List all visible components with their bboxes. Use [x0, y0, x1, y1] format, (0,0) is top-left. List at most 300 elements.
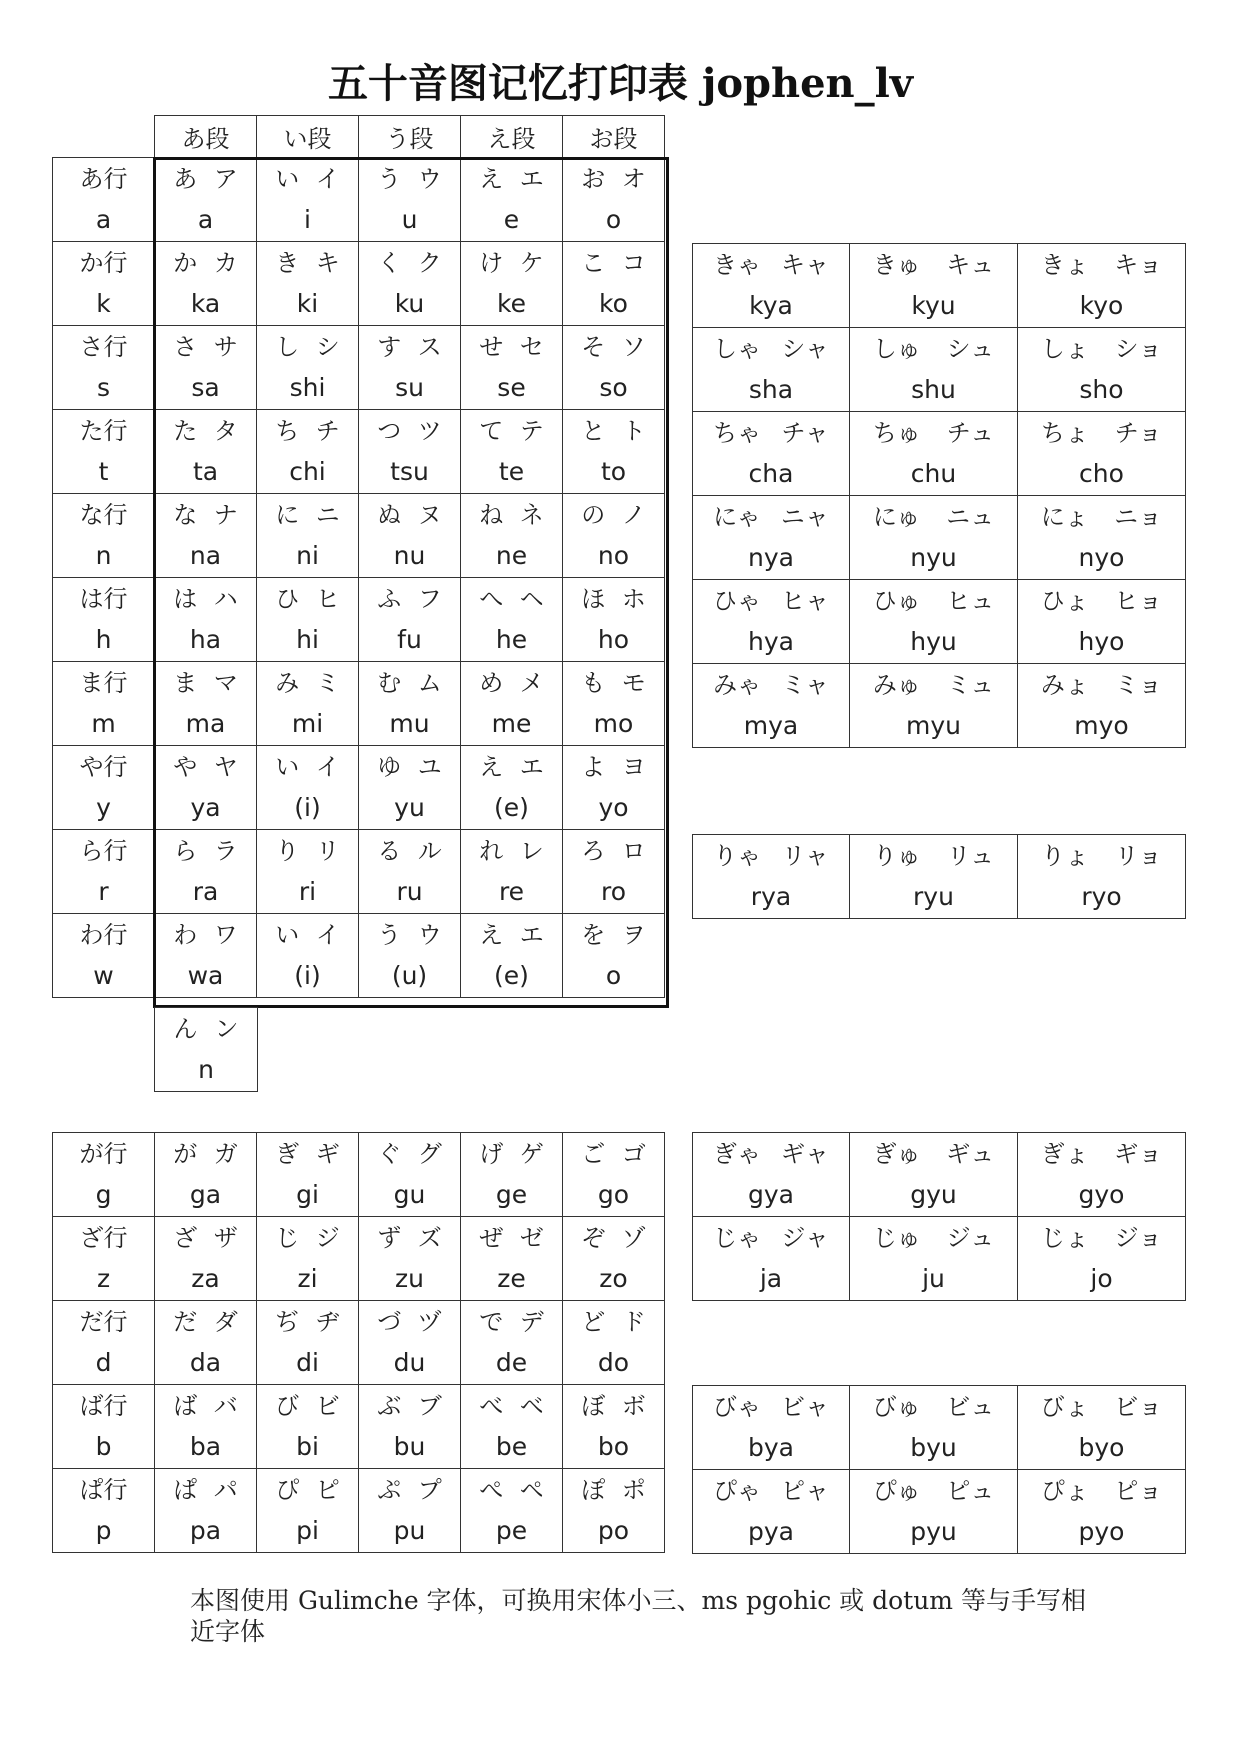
kana-cell	[155, 242, 257, 326]
romaji: (i)	[294, 960, 321, 990]
row-label-kana: や行	[79, 752, 128, 781]
romaji: (i)	[294, 792, 321, 822]
yoon-cell	[850, 1386, 1018, 1470]
row-label-kana: だ行	[79, 1307, 128, 1336]
romaji: no	[597, 540, 630, 570]
yoon-cell	[850, 328, 1018, 412]
hiragana: ぽ	[581, 1475, 606, 1504]
yoon-cell	[1018, 412, 1186, 496]
romaji: yo	[598, 792, 629, 822]
kana-cell	[359, 1301, 461, 1385]
yoon-cell	[693, 664, 850, 748]
romaji: nyo	[1078, 542, 1125, 572]
row-label	[53, 242, 155, 326]
katakana: シュ	[946, 334, 995, 363]
row-label-kana: た行	[79, 416, 128, 445]
table-row	[693, 328, 1186, 412]
hiragana: め	[479, 668, 504, 697]
romaji: hyu	[910, 626, 957, 656]
row-label-kana: ら行	[79, 836, 128, 865]
romaji: mi	[291, 708, 324, 738]
romaji: o	[605, 204, 622, 234]
romaji: zu	[395, 1263, 424, 1293]
kana-cell	[257, 914, 359, 998]
katakana: ヒ	[315, 584, 340, 613]
romaji: se	[497, 372, 526, 402]
table-row	[693, 835, 1186, 919]
hiragana: へ	[479, 584, 504, 613]
romaji: bya	[748, 1432, 794, 1462]
hiragana: ぎゅ	[872, 1139, 921, 1168]
katakana: ツ	[417, 416, 442, 445]
romaji: i	[304, 204, 311, 234]
yoon-cell	[850, 580, 1018, 664]
katakana: キュ	[946, 250, 995, 279]
kana-cell	[155, 1469, 257, 1553]
romaji: bo	[597, 1431, 630, 1461]
katakana: キョ	[1114, 250, 1163, 279]
kana-cell	[257, 578, 359, 662]
kana-cell	[155, 1385, 257, 1469]
katakana: ポ	[621, 1475, 646, 1504]
katakana: シャ	[781, 334, 829, 363]
romaji: za	[191, 1263, 220, 1293]
katakana: ム	[417, 668, 442, 697]
hiragana: ひょ	[1040, 586, 1089, 615]
yoon-cell	[1018, 1470, 1186, 1554]
row-label	[53, 158, 155, 242]
katakana: ウ	[417, 920, 442, 949]
hiragana: みゃ	[713, 670, 762, 699]
hiragana: ぴゃ	[713, 1476, 761, 1505]
hiragana: さ	[173, 332, 198, 361]
hiragana: う	[377, 920, 402, 949]
hiragana: ほ	[581, 584, 606, 613]
yoon-cell	[850, 496, 1018, 580]
kana-cell	[257, 1133, 359, 1217]
row-label	[53, 1301, 155, 1385]
yoon-table-voiced-bp	[692, 1385, 1186, 1554]
romaji: ne	[495, 540, 528, 570]
kana-cell	[257, 1469, 359, 1553]
row-label	[53, 1469, 155, 1553]
table-row	[53, 1217, 665, 1301]
hiragana: ちょ	[1040, 418, 1089, 447]
romaji: zi	[297, 1263, 318, 1293]
hiragana: びゃ	[713, 1392, 761, 1421]
hiragana: にゅ	[872, 502, 921, 531]
yoon-cell	[693, 496, 850, 580]
katakana: メ	[519, 668, 544, 697]
katakana: ショ	[1114, 334, 1163, 363]
hiragana: ぴゅ	[872, 1476, 921, 1505]
romaji: nya	[748, 542, 794, 572]
kana-cell	[461, 1217, 563, 1301]
kana-cell	[359, 410, 461, 494]
katakana: ミョ	[1114, 670, 1163, 699]
hiragana: ぶ	[377, 1391, 402, 1420]
romaji: hi	[296, 624, 319, 654]
hiragana: い	[275, 920, 300, 949]
romaji: ho	[597, 624, 630, 654]
romaji: ro	[600, 876, 627, 906]
hiragana: びょ	[1040, 1392, 1089, 1421]
romaji: so	[599, 372, 628, 402]
table-row	[53, 1469, 665, 1553]
katakana: モ	[621, 668, 646, 697]
column-header: お段	[563, 116, 665, 158]
katakana: ル	[417, 836, 442, 865]
katakana: ト	[621, 416, 646, 445]
hiragana: こ	[581, 248, 606, 277]
kana-cell	[359, 1217, 461, 1301]
katakana: グ	[417, 1139, 442, 1168]
romaji: sa	[191, 372, 220, 402]
hiragana: じゅ	[872, 1223, 921, 1252]
katakana: ヒョ	[1114, 586, 1163, 615]
column-header: え段	[461, 116, 563, 158]
romaji: me	[491, 708, 532, 738]
row-label-roma: t	[98, 456, 109, 486]
katakana: ギョ	[1114, 1139, 1163, 1168]
row-label	[53, 662, 155, 746]
romaji: mu	[389, 708, 430, 738]
hiragana: じょ	[1040, 1223, 1089, 1252]
hiragana: や	[173, 752, 198, 781]
katakana: ヤ	[213, 752, 238, 781]
table-row	[53, 1133, 665, 1217]
hiragana: べ	[479, 1391, 504, 1420]
kana-cell	[563, 326, 665, 410]
row-label	[53, 914, 155, 998]
kana-cell	[257, 158, 359, 242]
table-row	[53, 1301, 665, 1385]
romaji: wa	[187, 960, 224, 990]
hiragana: ぎょ	[1040, 1139, 1089, 1168]
kana-cell	[257, 830, 359, 914]
hiragana: ば	[173, 1391, 198, 1420]
kana-cell	[359, 578, 461, 662]
romaji: kya	[749, 290, 793, 320]
katakana: サ	[213, 332, 238, 361]
yoon-cell	[850, 244, 1018, 328]
romaji: kyo	[1079, 290, 1124, 320]
katakana: ヂ	[315, 1307, 340, 1336]
romaji: pe	[495, 1515, 528, 1545]
hiragana: ぴ	[275, 1475, 300, 1504]
kana-cell	[563, 1217, 665, 1301]
hiragana: きゅ	[872, 250, 921, 279]
kana-cell	[563, 410, 665, 494]
row-label	[53, 1217, 155, 1301]
katakana: カ	[213, 248, 238, 277]
kana-cell	[461, 1385, 563, 1469]
yoon-cell	[693, 1133, 850, 1217]
kana-cell-n	[155, 1008, 258, 1092]
katakana: ロ	[621, 836, 646, 865]
romaji: fu	[397, 624, 422, 654]
katakana: ボ	[621, 1391, 646, 1420]
row-label-roma: g	[95, 1179, 112, 1209]
row-label-roma: z	[96, 1263, 111, 1293]
kana-cell	[563, 746, 665, 830]
row-label	[53, 326, 155, 410]
hiragana: る	[377, 836, 402, 865]
hiragana: よ	[581, 752, 606, 781]
romaji: ha	[189, 624, 222, 654]
hiragana: ん	[173, 1014, 198, 1043]
table-row	[693, 1217, 1186, 1301]
kana-cell	[155, 662, 257, 746]
yoon-cell	[1018, 835, 1186, 919]
romaji: cha	[748, 458, 794, 488]
romaji: nyu	[910, 542, 957, 572]
row-label-kana: あ行	[79, 164, 128, 193]
katakana: ソ	[621, 332, 646, 361]
hiragana: しょ	[1040, 334, 1089, 363]
katakana: ニュ	[946, 502, 995, 531]
kana-cell	[359, 1385, 461, 1469]
katakana: イ	[315, 752, 340, 781]
katakana: ラ	[213, 836, 238, 865]
katakana: ン	[214, 1014, 239, 1043]
romaji: n	[198, 1054, 214, 1084]
romaji: ma	[185, 708, 226, 738]
hiragana: く	[377, 248, 402, 277]
romaji: chu	[910, 458, 957, 488]
kana-cell	[257, 410, 359, 494]
hiragana: て	[479, 416, 504, 445]
hiragana: な	[173, 500, 198, 529]
hiragana: す	[377, 332, 402, 361]
katakana: ジョ	[1114, 1223, 1163, 1252]
romaji: (u)	[391, 960, 428, 990]
row-label-roma: p	[95, 1515, 112, 1545]
hiragana: も	[581, 668, 606, 697]
kana-cell	[155, 494, 257, 578]
kana-cell	[155, 830, 257, 914]
kana-cell	[563, 158, 665, 242]
romaji: ni	[296, 540, 319, 570]
row-label-kana: わ行	[79, 920, 128, 949]
romaji: myu	[906, 710, 961, 740]
hiragana: し	[275, 332, 300, 361]
page-title: 五十音图记忆打印表 jophen_lv	[327, 60, 914, 107]
romaji: re	[498, 876, 525, 906]
katakana: ニョ	[1114, 502, 1163, 531]
hiragana: きゃ	[713, 250, 761, 279]
katakana: ブ	[417, 1391, 442, 1420]
kana-cell	[461, 158, 563, 242]
row-label-roma: h	[95, 624, 112, 654]
katakana: バ	[213, 1391, 238, 1420]
kana-cell	[359, 242, 461, 326]
katakana: イ	[315, 164, 340, 193]
katakana: ガ	[213, 1139, 238, 1168]
row-label-kana: ぱ行	[79, 1475, 128, 1504]
hiragana: ね	[479, 500, 504, 529]
hiragana: け	[479, 248, 504, 277]
romaji: ryu	[913, 881, 954, 911]
kana-cell	[257, 1217, 359, 1301]
hiragana: ら	[173, 836, 198, 865]
yoon-cell	[1018, 496, 1186, 580]
row-label	[53, 1133, 155, 1217]
kana-cell	[257, 662, 359, 746]
yoon-cell	[850, 412, 1018, 496]
table-row	[53, 830, 665, 914]
gojuon-table	[52, 157, 665, 998]
romaji: gya	[748, 1179, 794, 1209]
romaji: mya	[743, 710, 799, 740]
romaji: mo	[593, 708, 634, 738]
table-row	[693, 580, 1186, 664]
katakana: エ	[519, 164, 544, 193]
katakana: ビ	[315, 1391, 340, 1420]
kana-cell	[563, 242, 665, 326]
kana-cell	[257, 1301, 359, 1385]
katakana: レ	[519, 836, 544, 865]
yoon-cell	[850, 1217, 1018, 1301]
hiragana: ぜ	[479, 1223, 504, 1252]
hiragana: ざ	[173, 1223, 198, 1252]
row-label-kana: ま行	[79, 668, 128, 697]
kana-cell	[461, 914, 563, 998]
katakana: ド	[621, 1307, 646, 1336]
kana-cell	[155, 1301, 257, 1385]
kana-cell	[155, 914, 257, 998]
katakana: エ	[519, 752, 544, 781]
katakana: ジャ	[781, 1223, 829, 1252]
romaji: cho	[1079, 458, 1124, 488]
kana-cell	[155, 158, 257, 242]
n-table	[154, 1007, 258, 1092]
katakana: ヒュ	[946, 586, 995, 615]
katakana: ミュ	[946, 670, 995, 699]
row-label-roma: n	[95, 540, 112, 570]
katakana: ネ	[519, 500, 544, 529]
katakana: キャ	[781, 250, 829, 279]
hiragana: ぺ	[479, 1475, 504, 1504]
row-label-roma: w	[93, 960, 114, 990]
hiragana: ぴょ	[1040, 1476, 1089, 1505]
kana-cell	[563, 1385, 665, 1469]
row-label	[53, 1385, 155, 1469]
yoon-cell	[693, 1217, 850, 1301]
romaji: ra	[192, 876, 219, 906]
table-row	[53, 1385, 665, 1469]
katakana: タ	[213, 416, 238, 445]
hiragana: ひ	[275, 584, 300, 613]
hiragana: ぢ	[275, 1307, 300, 1336]
katakana: チャ	[781, 418, 829, 447]
kana-cell	[461, 242, 563, 326]
yoon-cell	[693, 412, 850, 496]
hiragana: と	[581, 416, 606, 445]
row-label-kana: さ行	[79, 332, 128, 361]
romaji: de	[495, 1347, 528, 1377]
romaji: pyu	[910, 1516, 957, 1546]
hiragana: しゅ	[872, 334, 921, 363]
hiragana: ゆ	[377, 752, 402, 781]
hiragana: わ	[173, 920, 198, 949]
column-header: う段	[359, 116, 461, 158]
hiragana: じ	[275, 1223, 300, 1252]
kana-cell	[359, 1469, 461, 1553]
romaji: sho	[1079, 374, 1124, 404]
kana-cell	[155, 578, 257, 662]
katakana: ザ	[213, 1223, 238, 1252]
katakana: ノ	[621, 500, 646, 529]
romaji: ja	[759, 1263, 783, 1293]
row-label-roma: m	[91, 708, 116, 738]
kana-cell	[257, 746, 359, 830]
hiragana: ち	[275, 416, 300, 445]
row-label-roma: y	[96, 792, 111, 822]
kana-cell	[155, 746, 257, 830]
romaji: be	[495, 1431, 528, 1461]
kana-cell	[359, 326, 461, 410]
kana-cell	[257, 1385, 359, 1469]
romaji: pa	[189, 1515, 222, 1545]
romaji: (e)	[494, 792, 529, 822]
yoon-table-r	[692, 834, 1186, 919]
row-label-roma: a	[95, 204, 112, 234]
kana-cell	[257, 326, 359, 410]
hiragana: を	[581, 920, 606, 949]
romaji: gu	[393, 1179, 426, 1209]
hiragana: で	[479, 1307, 504, 1336]
kana-cell	[461, 662, 563, 746]
kana-cell	[563, 914, 665, 998]
row-label	[53, 578, 155, 662]
hiragana: りゃ	[713, 841, 762, 870]
romaji: ze	[497, 1263, 526, 1293]
katakana: チョ	[1114, 418, 1163, 447]
katakana: チュ	[946, 418, 995, 447]
row-label-kana: ざ行	[79, 1223, 128, 1252]
romaji: hya	[748, 626, 794, 656]
romaji: pi	[296, 1515, 319, 1545]
yoon-cell	[1018, 244, 1186, 328]
katakana: ギュ	[946, 1139, 995, 1168]
kana-cell	[461, 746, 563, 830]
katakana: ギ	[315, 1139, 340, 1168]
romaji: myo	[1074, 710, 1129, 740]
kana-cell	[155, 410, 257, 494]
romaji: ju	[922, 1263, 945, 1293]
hiragana: びゅ	[872, 1392, 921, 1421]
hiragana: ぷ	[377, 1475, 402, 1504]
kana-cell	[461, 1133, 563, 1217]
row-label-roma: s	[96, 372, 111, 402]
romaji: kyu	[911, 290, 956, 320]
row-label	[53, 410, 155, 494]
katakana: ゲ	[519, 1139, 544, 1168]
katakana: リャ	[781, 841, 829, 870]
kana-cell	[461, 326, 563, 410]
kana-cell	[563, 662, 665, 746]
kana-cell	[461, 830, 563, 914]
font-note: 本图使用 Gulimche 字体，可换用宋体小三、ms pgohic 或 dotum 等与手写相近字体	[190, 1586, 1086, 1646]
katakana: ヲ	[621, 920, 646, 949]
romaji: gi	[296, 1179, 319, 1209]
hiragana: ず	[377, 1223, 402, 1252]
hiragana: れ	[479, 836, 504, 865]
row-label-kana: な行	[79, 500, 128, 529]
hiragana: ちゃ	[713, 418, 762, 447]
romaji: pya	[748, 1516, 794, 1546]
